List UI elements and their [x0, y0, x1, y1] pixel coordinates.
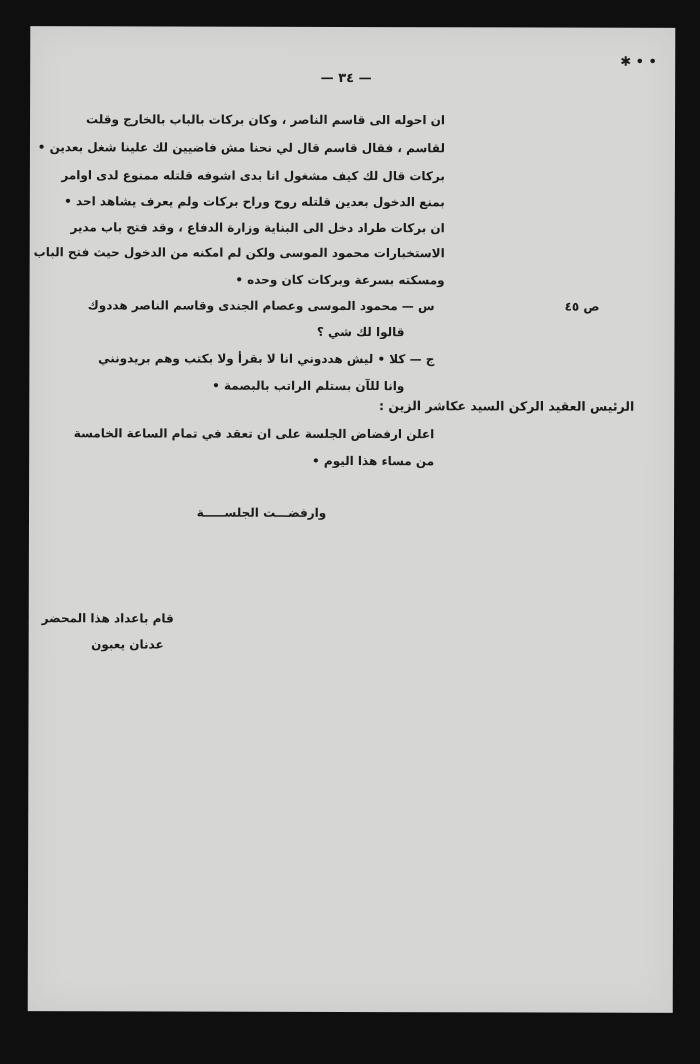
document-page	[28, 26, 676, 1013]
question-line-2: قالوا لك شي ؟	[316, 324, 405, 340]
body-line-7: ومسكته بسرعة وبركات كان وحده •	[235, 272, 445, 288]
answer-line-1: ج — كلا • ليش هددوني انا لا بقرأ ولا بكتب وهم بريدونني	[98, 351, 435, 367]
page-number: — ٣٤ —	[320, 70, 372, 87]
session-closed: وارفضـــت الجلســـــة	[196, 505, 327, 520]
prepared-by-name: عدنان يعبون	[91, 637, 164, 652]
chairman-line-1: اعلن ارفضاض الجلسة على ان تعقد في تمام الساعة الخامسة	[73, 426, 435, 442]
answer-line-2: وانا للآن بستلم الراتب بالبصمة •	[212, 378, 405, 394]
question-number: ص ٤٥	[564, 299, 600, 314]
question-line-1: س — محمود الموسى وعصام الجندى وقاسم الناصر هددوك	[87, 298, 435, 314]
body-line-6: الاستخبارات محمود الموسى ولكن لم امكنه من الدخول حيث فتح الباب	[33, 245, 445, 261]
body-line-3: بركات قال لك كيف مشغول انا بدى اشوفه قلتله ممنوع لدى اوامر	[61, 168, 445, 184]
body-line-5: ان بركات طراد دخل الى البناية وزارة الدفاع ، وقد فتح باب مدير	[70, 220, 445, 236]
body-line-4: بمنع الدخول بعدين قلتله روح وراح بركات ولم يعرف يشاهد احد •	[64, 194, 445, 210]
chairman-heading: الرئيس العقيد الركن السيد عكاشر الزين :	[379, 398, 635, 414]
body-line-1: ان احوله الى قاسم الناصر ، وكان بركات بالباب بالخارج وقلت	[86, 112, 446, 128]
corner-mark: • • ✱	[620, 54, 657, 70]
body-line-2: لقاسم ، فقال قاسم قال لي نحنا مش فاضيين لك علينا شغل بعدين •	[37, 140, 445, 156]
prepared-by-label: قام باعداد هذا المحضر	[41, 611, 174, 626]
chairman-line-2: من مساء هذا اليوم •	[312, 453, 435, 469]
